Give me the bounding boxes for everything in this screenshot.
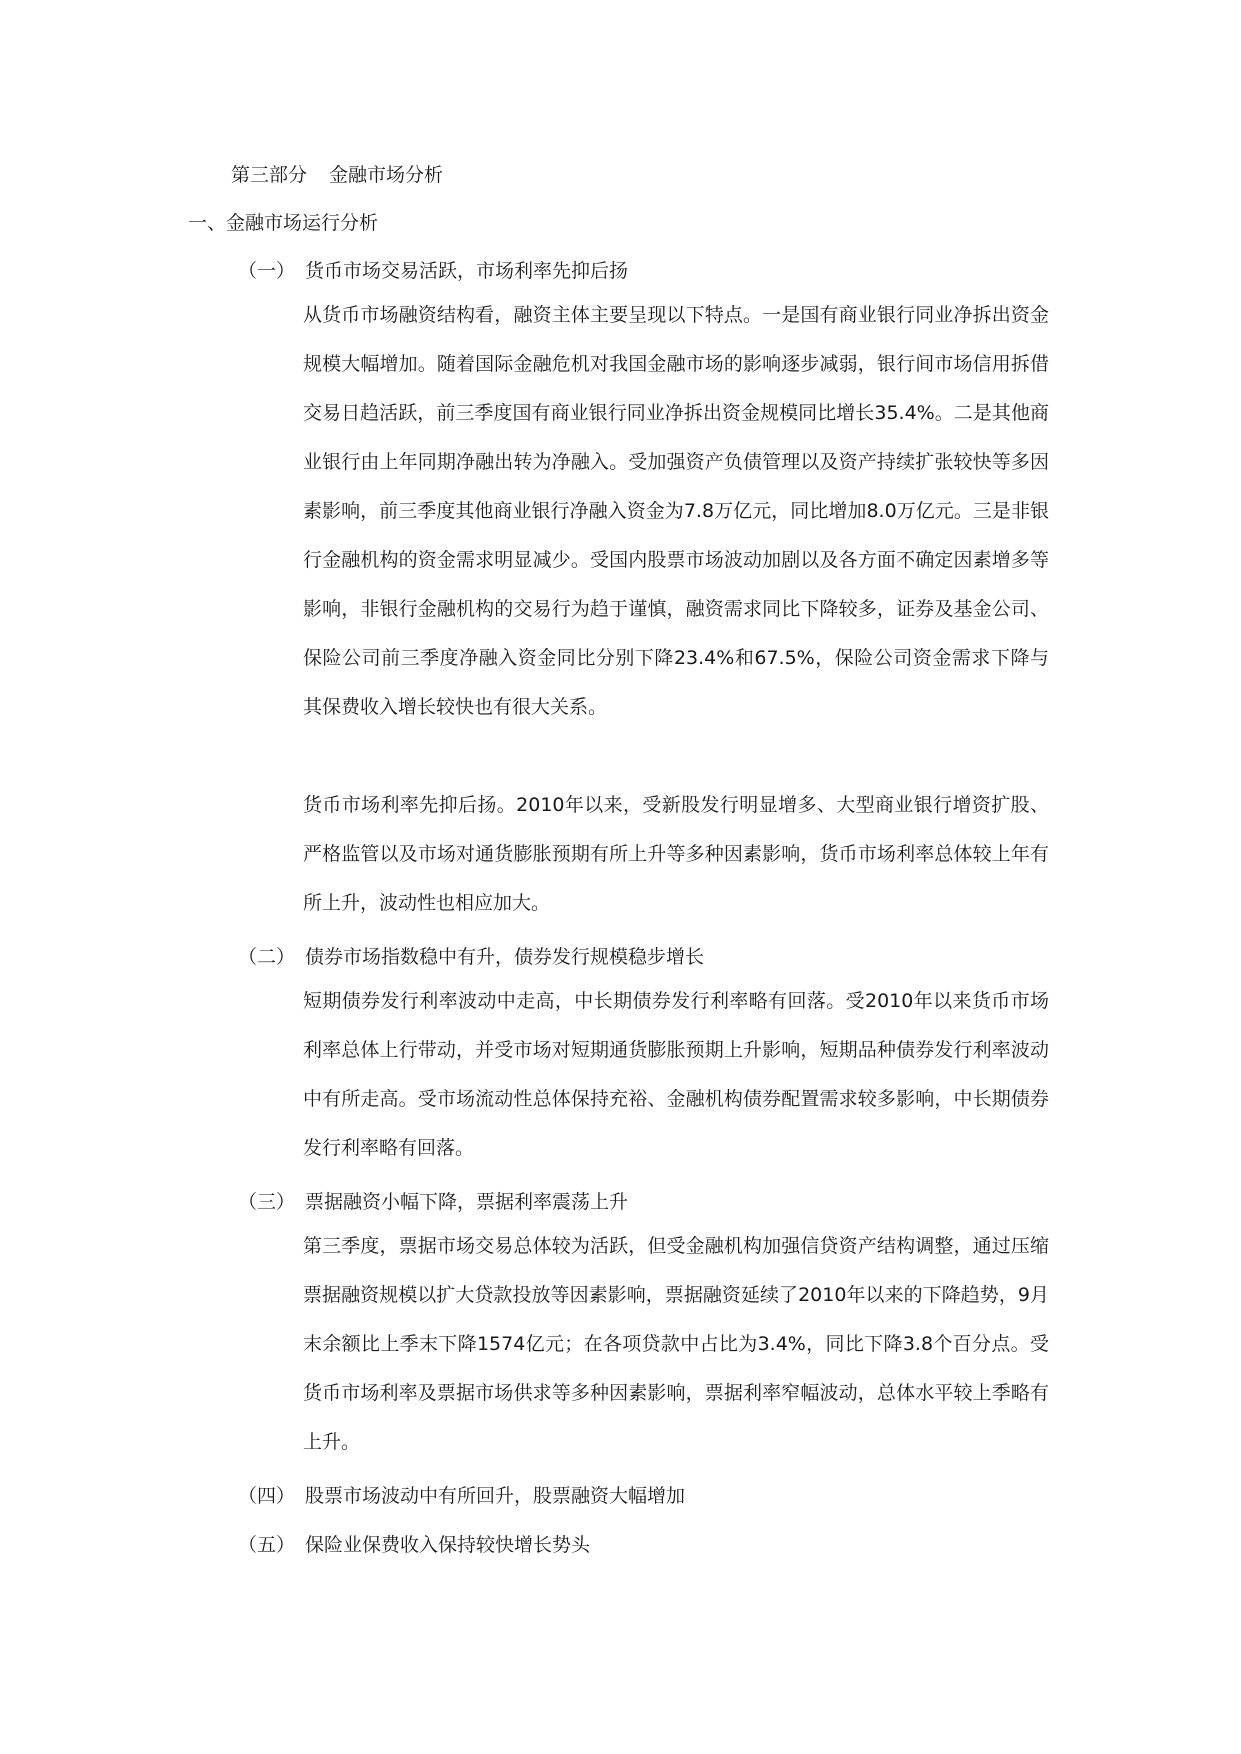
subsection-title: 保险业保费收入保持较快增长势头 xyxy=(305,1534,591,1556)
subsection-number: （一） xyxy=(238,260,296,282)
subsection-number: （二） xyxy=(238,946,296,968)
subsection-title: 股票市场波动中有所回升，股票融资大幅增加 xyxy=(305,1485,686,1507)
subsection-number: （四） xyxy=(238,1485,296,1507)
subsection-title: 货币市场交易活跃，市场利率先抑后扬 xyxy=(305,260,629,282)
part-title xyxy=(231,163,443,187)
subsection-heading-1 xyxy=(238,259,628,283)
paragraph-money-market-structure: 从货币市场融资结构看，融资主体主要呈现以下特点。一是国有商业银行同业净拆出资金规模大幅增加。随着国际金融危机对我国金融市场的影响逐步减弱，银行间市场信用拆借交易日趋活跃，前三季度国有商业银行同业净拆出资金规模同比增长35.4%。二是其他商业银行由上年同期净融出转为净融入。受加强资产负债管理以及资产持续扩张较快等多因素影响，前三季度其他商业银行净融入资金为7.8万亿元，同比增加8.0万亿元。三是非银行金融机构的资金需求明显减少。受国内股票市场波动加剧以及各方面不确定因素增多等影响，非银行金融机构的交易行为趋于谨慎，融资需求同比下降较多，证券及基金公司、保险公司前三季度净融入资金同比分别下降23.4%和67.5%，保险公司资金需求下降与其保费收入增长较快也有很大关系。 xyxy=(303,304,1049,718)
part-title-text: 金融市场分析 xyxy=(329,164,444,186)
paragraph-bond-rates: 短期债券发行利率波动中走高，中长期债券发行利率略有回落。受2010年以来货币市场利率总体上行带动，并受市场对短期通货膨胀预期上升影响，短期品种债券发行利率波动中有所走高。受市场流动性总体保持充裕、金融机构债券配置需求较多影响，中长期债券发行利率略有回落。 xyxy=(303,990,1049,1159)
part-title-label: 第三部分 xyxy=(231,164,308,186)
subsection-title: 票据融资小幅下降，票据利率震荡上升 xyxy=(305,1191,629,1213)
subsection-title: 债券市场指数稳中有升，债券发行规模稳步增长 xyxy=(305,946,705,968)
section-title: 一、金融市场运行分析 xyxy=(188,212,379,234)
paragraph-money-market-rates: 货币市场利率先抑后扬。2010年以来，受新股发行明显增多、大型商业银行增资扩股、严格监管以及市场对通货膨胀预期有所上升等多种因素影响，货币市场利率总体较上年有所上升，波动性也相应加大。 xyxy=(303,794,1049,914)
subsection-number: （三） xyxy=(238,1191,296,1213)
paragraph-bill-financing: 第三季度，票据市场交易总体较为活跃，但受金融机构加强信贷资产结构调整，通过压缩票据融资规模以扩大贷款投放等因素影响，票据融资延续了2010年以来的下降趋势，9月末余额比上季末下降1574亿元；在各项贷款中占比为3.4%，同比下降3.8个百分点。受货币市场利率及票据市场供求等多种因素影响，票据利率窄幅波动，总体水平较上季略有上升。 xyxy=(303,1235,1049,1453)
subsection-heading-5 xyxy=(238,1533,590,1557)
subsection-heading-3 xyxy=(238,1190,628,1214)
subsection-heading-4 xyxy=(238,1484,685,1508)
subsection-number: （五） xyxy=(238,1534,296,1556)
subsection-heading-2 xyxy=(238,945,704,969)
